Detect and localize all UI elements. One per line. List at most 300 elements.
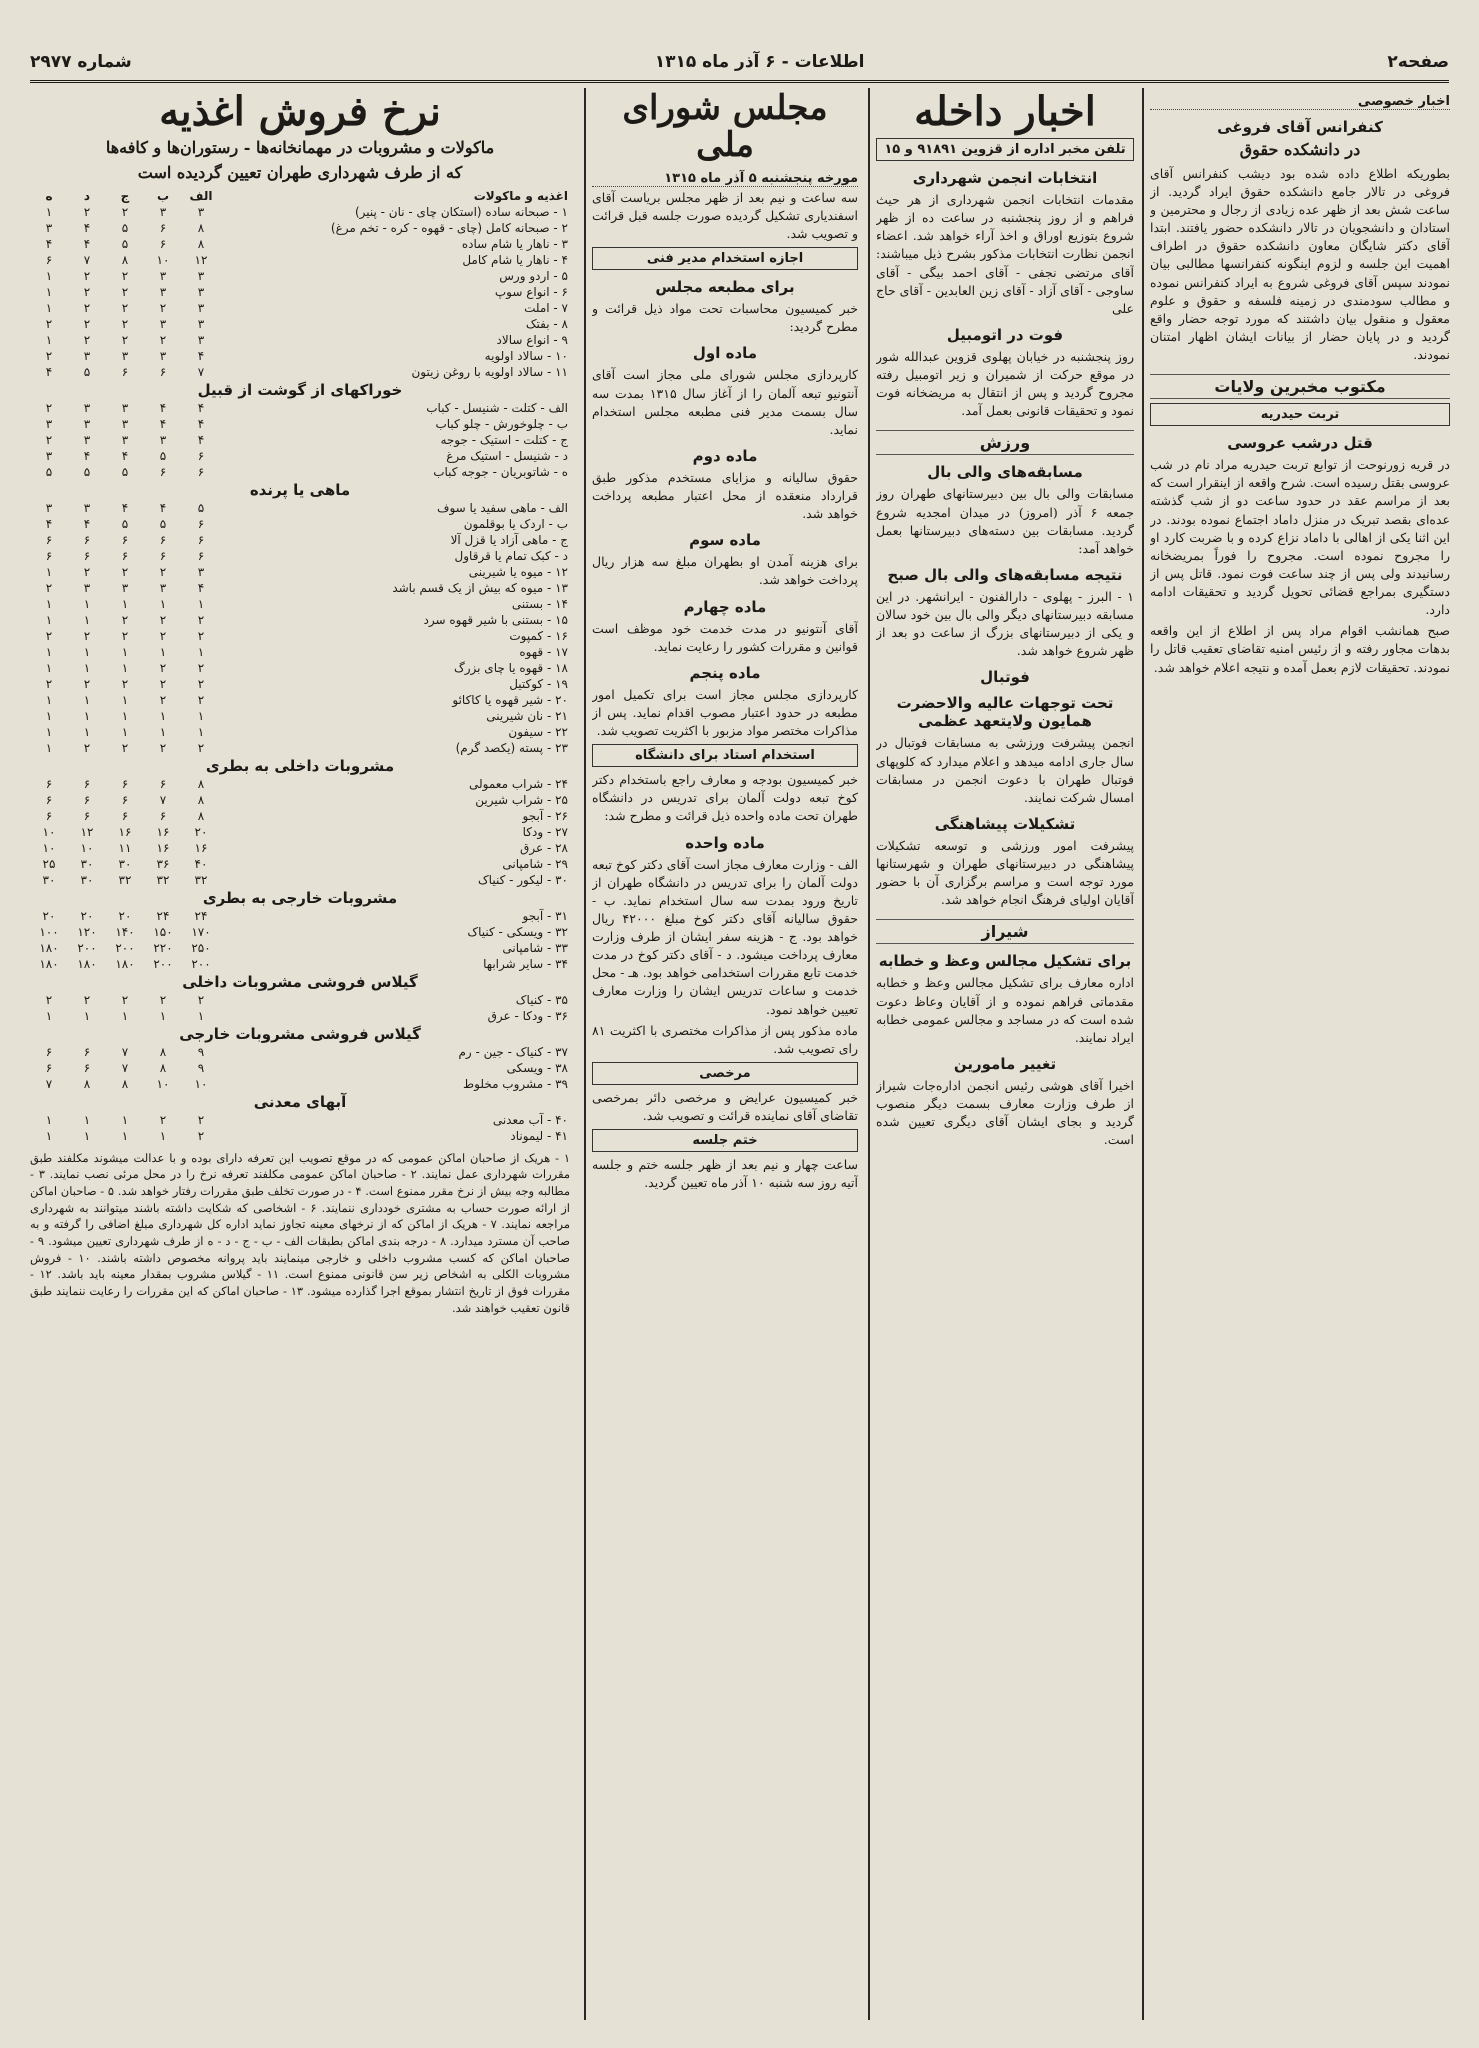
kicker: اخبار خصوصی (1150, 94, 1450, 110)
murder-text: در قریه زورنوحت از توابع تربت حیدریه مراد نام در شب عروسی بقتل رسیده است. شرح واقعه از اینقرار است که بعد از مراسم عقد در حدود ساعت دو از شب گذشته عده‌ای بقصد تبریک در منزل داماد اجتماع نموده بودند. در این اثنا یکی از اهالی با داماد نزاع کرده و با ضربت کارد او را مجروح نموده است. مجروح را فوراً بمریضخانه رسانیدند ولی پس از چند ساعت فوت نمود. قاتل پس از دستگیری بمراجع قضائی تحویل گردید و تحقیقات ادامه دارد. (1150, 457, 1450, 618)
price-value: ۱ (83, 612, 91, 627)
news-items (876, 169, 1134, 420)
price-value: ۳ (197, 564, 205, 579)
price-section-title: خوراکهای از گوشت از قبیل (197, 380, 403, 399)
price-value: ۹ (197, 1060, 205, 1075)
price-value: ۱۱ (118, 840, 132, 855)
price-value: ۲ (159, 692, 167, 707)
price-item-name: د - شنیسل - استیک مرغ (446, 448, 568, 463)
price-item-name: ۵ - اردو ورس (499, 268, 568, 283)
price-value: ۲ (83, 332, 91, 347)
price-value: ۲۰۰ (191, 956, 211, 971)
price-row (30, 332, 570, 348)
price-item-name: ۱۵ - بستنی با شیر قهوه سرد (423, 612, 568, 627)
news-title: اخبار داخله (914, 88, 1096, 135)
header-class: د (83, 188, 91, 203)
price-value: ۵ (159, 516, 167, 531)
price-value: ۲ (83, 992, 91, 1007)
price-value: ۸ (83, 1076, 91, 1091)
price-section-title: ماهی یا پرنده (249, 480, 351, 499)
price-value: ۲ (121, 992, 129, 1007)
price-value: ۲۰ (80, 908, 94, 923)
price-row (30, 792, 570, 808)
price-value: ۴ (83, 516, 91, 531)
price-value: ۳ (159, 580, 167, 595)
price-value: ۱۰ (80, 840, 94, 855)
price-value: ۶ (159, 808, 167, 823)
price-row (30, 856, 570, 872)
price-item-name: ۳۶ - ودکا - عرق (487, 1008, 568, 1023)
price-row (30, 548, 570, 564)
news-item-text: مقدمات انتخابات انجمن شهرداری از هر حیث فراهم و از روز پنجشنبه در ساعت ده از ظهر شروع بتوزیع اوراق و اخذ آراء خواهد شد. اعضاء انجمن نظارت انتخابات مذکور بشرح ذیل میباشند: آقای مرتضی نجفی - آقای احمد بیگی - آقای ساوجی - آقای آزاد - آقای زین العابدین - آقای حاج علی (876, 192, 1134, 316)
price-value: ۳ (197, 204, 205, 219)
price-item-name: ۳۴ - سایر شرابها (483, 956, 568, 971)
price-value: ۵ (121, 220, 129, 235)
price-value: ۲ (121, 612, 129, 627)
price-value: ۲ (83, 740, 91, 755)
price-value: ۱ (121, 660, 129, 675)
price-item-name: ۳۵ - کنیاک (515, 992, 568, 1007)
price-value: ۲۴ (156, 908, 170, 923)
price-value: ۲ (83, 628, 91, 643)
price-value: ۲ (45, 676, 53, 691)
price-row (30, 676, 570, 692)
sport-heading: نتیجه مسابقه‌های والی بال صبح (887, 565, 1123, 584)
price-value: ۲ (83, 204, 91, 219)
price-row (30, 708, 570, 724)
conference-text: بطوریکه اطلاع داده شده بود دیشب کنفرانس آقای فروغی در تالار جامع دانشکده حقوق ایراد گردید. از ساعت شش بعد از ظهر عده زیادی از رجال و محترمین و استادان و دانشجویان در تالار دانشکده حضور یافتند. ابتدا آقای دکتر شایگان معاون دانشکده حقوق در اطراف اهمیت این جلسه و لزوم اینگونه کنفرانسها مطالبی بیان نمودند سپس آقای فروغی شروع به ایراد کنفرانس نموده و مطالب سودمندی در زمینه فلسفه و حقوق و علوم معقول و منقول بیان داشتند که مورد توجه حضار واقع گردید و در پایان حضار از بیانات ایشان اظهار امتنان نمودند. (1150, 165, 1450, 363)
price-row (30, 252, 570, 268)
price-value: ۲ (45, 316, 53, 331)
price-value: ۲ (121, 676, 129, 691)
provinces-headline: مکتوب مخبرین ولایات (1150, 374, 1450, 399)
price-value: ۶ (83, 548, 91, 563)
sport-items (876, 463, 1134, 1149)
price-value: ۲ (159, 612, 167, 627)
price-value: ۱ (197, 596, 205, 611)
price-value: ۳ (45, 448, 53, 463)
price-row (30, 448, 570, 464)
page-number: صفحه۲ (1387, 52, 1449, 72)
price-value: ۲ (197, 676, 205, 691)
price-value: ۳ (121, 432, 129, 447)
price-section-row (30, 888, 570, 908)
price-value: ۳ (83, 580, 91, 595)
price-value: ۴ (45, 364, 53, 379)
price-row (30, 596, 570, 612)
price-row (30, 776, 570, 792)
vote-result: ماده مذکور پس از مذاکرات مختصری با اکثریت ۸۱ رای تصویب شد. (592, 1022, 858, 1056)
price-value: ۳ (45, 416, 53, 431)
price-row (30, 236, 570, 252)
price-value: ۶ (121, 532, 129, 547)
price-value: ۶ (159, 220, 167, 235)
price-value: ۶ (197, 516, 205, 531)
price-value: ۱۸۰ (39, 940, 59, 955)
sport-text: اخیرا آقای هوشی رئیس انجمن اداره‌جات شیراز از طرف وزارت معارف بسمت دیگر منصوب گردید و بجای ایشان آقای دیگری تعیین شده است. (876, 1077, 1134, 1148)
price-row (30, 1112, 570, 1128)
price-value: ۳۲ (118, 872, 132, 887)
price-value: ۱ (45, 644, 53, 659)
price-item-name: ۲۹ - شامپانی (502, 856, 568, 871)
price-value: ۶ (159, 548, 167, 563)
price-item-name: ۳۲ - ویسکی - کنیاک (467, 924, 568, 939)
price-value: ۱ (121, 724, 129, 739)
murder-headline: قتل درشب عروسی (1227, 434, 1373, 453)
price-row (30, 1060, 570, 1076)
price-value: ۲ (121, 204, 129, 219)
price-value: ۸ (121, 252, 129, 267)
price-value: ۱ (45, 204, 53, 219)
price-item-name: ۲۱ - نان شیرینی (486, 708, 568, 723)
price-value: ۲ (45, 400, 53, 415)
sport-heading: مسابقه‌های والی بال (927, 463, 1083, 482)
price-item-name: ۳ - ناهار یا شام ساده (461, 236, 568, 251)
price-value: ۲ (45, 432, 53, 447)
news-item-heading: فوت در اتومبیل (946, 325, 1064, 344)
sport-text: ۱ - البرز - پهلوی - دارالفنون - ایرانشهر. در این مسابقه دبیرستانهای دیگر والی بال بین خود سالان و یکی از دبیرستانهای بزرگ از ساعت دو بعد از ظهر شروع خواهد شد. (876, 588, 1134, 659)
permit-subheadline: برای مطبعه مجلس (655, 278, 795, 297)
price-value: ۴ (83, 236, 91, 251)
price-value: ۱ (83, 1112, 91, 1127)
price-value: ۱۷۰ (191, 924, 211, 939)
sport-heading: تحت توجهات عالیه والاحضرت همایون ولایتعهد عظمی (896, 694, 1114, 731)
price-value: ۴ (83, 220, 91, 235)
price-item-name: ج - کتلت - استیک - جوجه (440, 432, 568, 447)
price-value: ۱ (83, 1008, 91, 1023)
price-value: ۴ (83, 448, 91, 463)
price-value: ۲۰۰ (153, 956, 173, 971)
price-value: ۳ (121, 580, 129, 595)
price-row (30, 220, 570, 236)
price-item-name: ۲۶ - آبجو (522, 808, 568, 823)
price-value: ۱ (45, 332, 53, 347)
price-value: ۷ (197, 364, 205, 379)
masthead (30, 48, 1449, 83)
price-value: ۶ (45, 776, 53, 791)
price-value: ۱ (121, 644, 129, 659)
leave-text: خبر کمیسیون عرایض و مرخصی دائر بمرخصی تقاضای آقای نماینده قرائت و تصویب شد. (592, 1089, 858, 1124)
price-value: ۱ (197, 724, 205, 739)
price-row (30, 840, 570, 856)
price-item-name: ۲ - صبحانه کامل (چای - قهوه - کره - تخم مرغ) (330, 220, 568, 235)
header-class: ج (120, 188, 130, 203)
price-item-name: ۳۸ - ویسکی (506, 1060, 568, 1075)
header-name: اغذیه و ماکولات (473, 188, 568, 203)
article-list (592, 344, 858, 740)
price-value: ۲ (121, 284, 129, 299)
price-value: ۲ (121, 316, 129, 331)
price-header-row (30, 188, 570, 204)
article-text: حقوق سالیانه و مزایای مستخدم مذکور طبق قرارداد منعقده از محل اعتبار مطبعه پرداخت خواهد شد. (592, 469, 858, 522)
price-value: ۲ (83, 564, 91, 579)
price-item-name: ۷ - املت (524, 300, 568, 315)
price-value: ۱۸۰ (77, 956, 97, 971)
price-value: ۱ (83, 596, 91, 611)
price-value: ۱۲۰ (77, 924, 97, 939)
price-value: ۳ (83, 416, 91, 431)
price-value: ۲۰۰ (77, 940, 97, 955)
sport-title: ورزش (876, 430, 1134, 455)
price-value: ۶ (159, 364, 167, 379)
side-column (1150, 88, 1450, 2020)
price-value: ۱۰ (156, 252, 170, 267)
permit-intro: خبر کمیسیون محاسبات تحت مواد ذیل قرائت و مطرح گردید: (592, 301, 858, 335)
article-heading: ماده چهارم (683, 597, 767, 616)
price-value: ۲ (159, 628, 167, 643)
price-value: ۱۶ (156, 824, 170, 839)
price-value: ۱ (45, 1008, 53, 1023)
price-value: ۱۲ (80, 824, 94, 839)
price-row (30, 740, 570, 756)
price-value: ۳ (159, 268, 167, 283)
prices-subtitle: ماکولات و مشروبات در مهمانخانه‌ها - رستوران‌ها و کافه‌ها (105, 138, 495, 157)
price-value: ۱ (45, 692, 53, 707)
price-item-name: ۳۷ - کنیاک - جین - رم (458, 1044, 568, 1059)
price-notes: ۱ - هریک از صاحبان اماکن عمومی که در موقع تصویب این تعرفه دارای بوده و با عدالت میشوند مکلفند طبق مقررات شهرداری عمل نمایند. ۲ - صاحبان اماکن عمومی مکلفند تعرفه نرخ را در محل مرئی نصب نمایند. ۳ - مطالبه وجه بیش از نرخ مقرر ممنوع است. ۴ - در صورت تخلف طبق مقررات رفتار خواهد شد. ۵ - صاحبان اماکن از ارائه صورت حساب به مشتری خودداری ننمایند. ۶ - اشخاصی که شکایت داشته باشند میتوانند به شهرداری مراجعه نمایند. ۷ - هریک از اماکن که از نرخهای معینه تجاوز نماید اداره کل شهرداری مبلغ اضافی را گرفته و به صاحب آن مسترد میدارد. ۸ - درجه بندی اماکن بطبقات الف - ب - ج - د - ه از طرف شهرداری تعیین میشود. ۹ - صاحبان اماکن که کسب مشروب داخلی و خارجی مینمایند باید پروانه مخصوص داشته باشند. ۱۰ - فروش مشروبات الکلی به اشخاص زیر سن قانونی ممنوع است. ۱۱ - گیلاس مشروب بمقدار معینه باید باشد. ۱۲ - مقررات فوق از تاریخ انتشار بموقع اجرا گذارده میشود. ۱۳ - صاحبان اماکن که این مقررات را رعایت ننمایند طبق قانون تعقیب خواهند شد. (30, 1150, 570, 1315)
sport-text: پیشرفت امور ورزشی و توسعه تشکیلات پیشاهنگی در دبیرستانهای طهران و شهرستانها مورد توجه است و مراسم برگزاری آن با حضور آقایان اولیای فرهنگ انجام خواهد شد. (876, 837, 1134, 908)
price-value: ۲ (83, 268, 91, 283)
article-heading: ماده اول (692, 344, 758, 363)
price-value: ۶ (83, 808, 91, 823)
price-row (30, 432, 570, 448)
price-row (30, 516, 570, 532)
price-value: ۴ (159, 500, 167, 515)
price-value: ۶ (197, 448, 205, 463)
issue-number: شماره ۲۹۷۷ (30, 52, 132, 72)
prices-subtitle-2: که از طرف شهرداری طهران تعیین گردیده است (137, 162, 463, 182)
price-item-name: ۴۰ - آب معدنی (492, 1112, 568, 1127)
city-label: تربت حیدریه (1150, 403, 1450, 426)
column-rule (1142, 88, 1144, 2020)
price-value: ۲ (159, 1112, 167, 1127)
price-value: ۳ (197, 300, 205, 315)
price-value: ۷ (121, 1044, 129, 1059)
price-value: ۶ (45, 792, 53, 807)
price-row (30, 580, 570, 596)
price-value: ۱ (121, 692, 129, 707)
price-value: ۱ (121, 1112, 129, 1127)
price-value: ۸ (197, 808, 205, 823)
price-value: ۷ (83, 252, 91, 267)
price-value: ۶ (45, 532, 53, 547)
price-value: ۳ (197, 284, 205, 299)
price-value: ۶ (45, 1060, 53, 1075)
price-value: ۱۴۰ (115, 924, 135, 939)
price-value: ۶ (159, 464, 167, 479)
price-value: ۳۲ (194, 872, 208, 887)
sport-heading: برای تشکیل مجالس وعظ و خطابه (878, 952, 1132, 971)
session-opening: سه ساعت و نیم بعد از ظهر مجلس بریاست آقای اسفندیاری تشکیل گردیده صورت جلسه قبل قرائت و تصویب شد. (592, 189, 858, 242)
news-column (876, 88, 1134, 2020)
sport-heading: فوتبال (980, 668, 1030, 687)
price-value: ۲ (45, 580, 53, 595)
price-value: ۲۴ (194, 908, 208, 923)
price-value: ۱ (45, 596, 53, 611)
sport-heading: تغییر مامورین (953, 1054, 1057, 1073)
header-class: ه (45, 188, 53, 203)
price-value: ۱ (83, 1128, 91, 1143)
prices-title: نرخ فروش اغذیه (159, 88, 441, 135)
price-item-name: ۱۲ - میوه یا شیرینی (468, 564, 568, 579)
price-value: ۲ (83, 676, 91, 691)
price-value: ۱ (159, 708, 167, 723)
price-value: ۷ (45, 1076, 53, 1091)
price-value: ۸ (121, 1076, 129, 1091)
price-value: ۵ (45, 464, 53, 479)
price-value: ۸ (159, 1060, 167, 1075)
price-item-name: ۱۳ - میوه که بیش از یک قسم باشد (392, 580, 568, 595)
price-value: ۱ (121, 1128, 129, 1143)
price-item-name: ۲۰ - شیر قهوه یا کاکائو (452, 692, 568, 707)
conference-subheadline: در دانشکده حقوق (1239, 140, 1361, 159)
price-value: ۱ (83, 708, 91, 723)
price-value: ۱ (197, 644, 205, 659)
price-value: ۱۶ (156, 840, 170, 855)
price-value: ۲ (121, 740, 129, 755)
price-value: ۱ (45, 660, 53, 675)
price-item-name: ۱۷ - قهوه (519, 644, 568, 659)
price-item-name: ۲۸ - عرق (520, 840, 568, 855)
price-item-name: ۱ - صبحانه ساده (استکان چای - نان - پنیر) (354, 204, 568, 219)
price-item-name: ۸ - بفتک (525, 316, 568, 331)
column-rule (584, 88, 586, 2020)
price-value: ۲ (121, 564, 129, 579)
price-item-name: ۳۱ - آبجو (522, 908, 568, 923)
price-item-name: ۱۴ - بستنی (511, 596, 568, 611)
price-value: ۵ (121, 236, 129, 251)
header-class: ب (156, 188, 170, 203)
price-value: ۳ (197, 268, 205, 283)
price-value: ۳۰ (80, 856, 94, 871)
price-value: ۲۰ (118, 908, 132, 923)
price-value: ۷ (121, 1060, 129, 1075)
price-item-name: ۲۵ - شراب شیرین (475, 792, 568, 807)
price-value: ۱ (45, 564, 53, 579)
price-section-row (30, 756, 570, 776)
price-section-row (30, 1024, 570, 1044)
price-value: ۳ (197, 332, 205, 347)
price-row (30, 416, 570, 432)
price-item-name: د - کبک تمام یا قرقاول (454, 548, 568, 563)
price-value: ۲۰ (194, 824, 208, 839)
price-value: ۹ (197, 1044, 205, 1059)
price-row (30, 364, 570, 380)
price-value: ۱۸۰ (115, 956, 135, 971)
session-date: مورخه پنجشنبه ۵ آذر ماه ۱۳۱۵ (592, 171, 858, 187)
price-value: ۲ (159, 300, 167, 315)
price-value: ۵ (121, 464, 129, 479)
price-row (30, 724, 570, 740)
price-value: ۶ (83, 792, 91, 807)
price-value: ۵ (83, 464, 91, 479)
price-section-row (30, 380, 570, 400)
price-value: ۳ (121, 416, 129, 431)
murder-text-2: صبح همانشب اقوام مراد پس از اطلاع از این واقعه بدهات مجاور رفته و از رئیس امنیه تقاضای تعقیب قاتل را نمودند. تحقیقات لازم بعمل آمده و نتیجه اعلام خواهد شد. (1150, 623, 1450, 675)
price-value: ۴ (197, 348, 205, 363)
price-section-title: آبهای معدنی (253, 1092, 347, 1111)
price-value: ۲ (197, 660, 205, 675)
price-row (30, 464, 570, 480)
price-value: ۱ (83, 724, 91, 739)
price-value: ۱ (121, 1008, 129, 1023)
price-value: ۲ (45, 348, 53, 363)
price-value: ۱ (45, 300, 53, 315)
price-value: ۲۵ (42, 856, 56, 871)
price-value: ۴ (159, 416, 167, 431)
price-value: ۱ (197, 1008, 205, 1023)
price-value: ۳ (159, 204, 167, 219)
price-row (30, 564, 570, 580)
price-value: ۱ (45, 1112, 53, 1127)
price-item-name: ب - چلوخورش - چلو کباب (435, 416, 568, 431)
price-value: ۱ (45, 708, 53, 723)
price-value: ۱۰۰ (39, 924, 59, 939)
price-row (30, 644, 570, 660)
professor-headline: استخدام استاد برای دانشگاه (592, 744, 858, 767)
price-body (30, 204, 570, 1144)
price-value: ۳ (159, 348, 167, 363)
professor-intro: خبر کمیسیون بودجه و معارف راجع باستخدام دکتر کوخ تبعه دولت آلمان برای تدریس در دانشگاه طهران تحت ماده واحده ذیل قرائت و مطرح شد: (592, 772, 858, 824)
price-value: ۱ (45, 612, 53, 627)
price-value: ۳ (121, 400, 129, 415)
price-row (30, 808, 570, 824)
price-value: ۴۰ (194, 856, 208, 871)
price-value: ۱۸۰ (39, 956, 59, 971)
price-row (30, 628, 570, 644)
price-value: ۱ (83, 644, 91, 659)
prices-column (30, 88, 570, 2020)
price-value: ۶ (159, 532, 167, 547)
price-value: ۲ (45, 992, 53, 1007)
price-value: ۳ (197, 316, 205, 331)
price-row (30, 268, 570, 284)
price-value: ۱۶ (194, 840, 208, 855)
conference-headline: کنفرانس آقای فروغی (1217, 118, 1383, 136)
price-value: ۶ (121, 548, 129, 563)
session-end-headline: ختم جلسه (592, 1129, 858, 1152)
session-end-text: ساعت چهار و نیم بعد از ظهر جلسه ختم و جلسه آتیه روز سه شنبه ۱۰ آذر ماه تعیین گردید. (592, 1157, 858, 1191)
price-value: ۲ (83, 300, 91, 315)
price-item-name: ۳۳ - شامپانی (502, 940, 568, 955)
single-article-text: الف - وزارت معارف مجاز است آقای دکتر کوخ تبعه دولت آلمان را برای تدریس در دانشگاه طهران از تاریخ ورود بمدت سه سال استخدام نماید. ب - حقوق سالیانه آقای دکتر کوخ مبلغ ۴۲۰۰۰ ریال خواهد بود. ج - هزینه سفر ایشان از طرف وزارت معارف پرداخت میشود. د - آقای دکتر کوخ در مدت خدمت تابع مقررات استخدامی خواهد بود. هـ - محل خدمت و ساعات تدریس ایشان را وزارت معارف تعیین خواهد نمود. (592, 856, 858, 1017)
price-value: ۲ (121, 268, 129, 283)
price-value: ۸ (197, 236, 205, 251)
price-value: ۷ (159, 792, 167, 807)
price-value: ۴ (121, 448, 129, 463)
price-row (30, 1076, 570, 1092)
price-value: ۲ (159, 564, 167, 579)
price-value: ۲ (197, 1112, 205, 1127)
header-class: الف (189, 188, 213, 203)
sport-heading: تشکیلات پیشاهنگی (934, 814, 1076, 833)
price-value: ۳۰ (80, 872, 94, 887)
price-value: ۶ (45, 808, 53, 823)
leave-headline: مرخصی (592, 1062, 858, 1085)
price-item-name: ۲۲ - سیفون (508, 724, 568, 739)
price-row (30, 1008, 570, 1024)
price-value: ۲ (159, 676, 167, 691)
price-value: ۴ (197, 580, 205, 595)
article-heading: ماده دوم (692, 446, 758, 465)
price-item-name: ۳۹ - مشروب مخلوط (463, 1076, 568, 1091)
price-row (30, 532, 570, 548)
article-text: کارپردازی مجلس شورای ملی مجاز است آقای آنتونیو تبعه آلمان را از آغاز سال ۱۳۱۵ بمدت سه سال بسمت مدیر فنی مطبعه مجلس استخدام نماید. (592, 367, 858, 437)
price-value: ۳ (159, 432, 167, 447)
price-section-title: مشروبات داخلی به بطری (205, 756, 395, 775)
price-item-name: ۱۶ - کمپوت (509, 628, 568, 643)
majlis-column (592, 88, 858, 2020)
